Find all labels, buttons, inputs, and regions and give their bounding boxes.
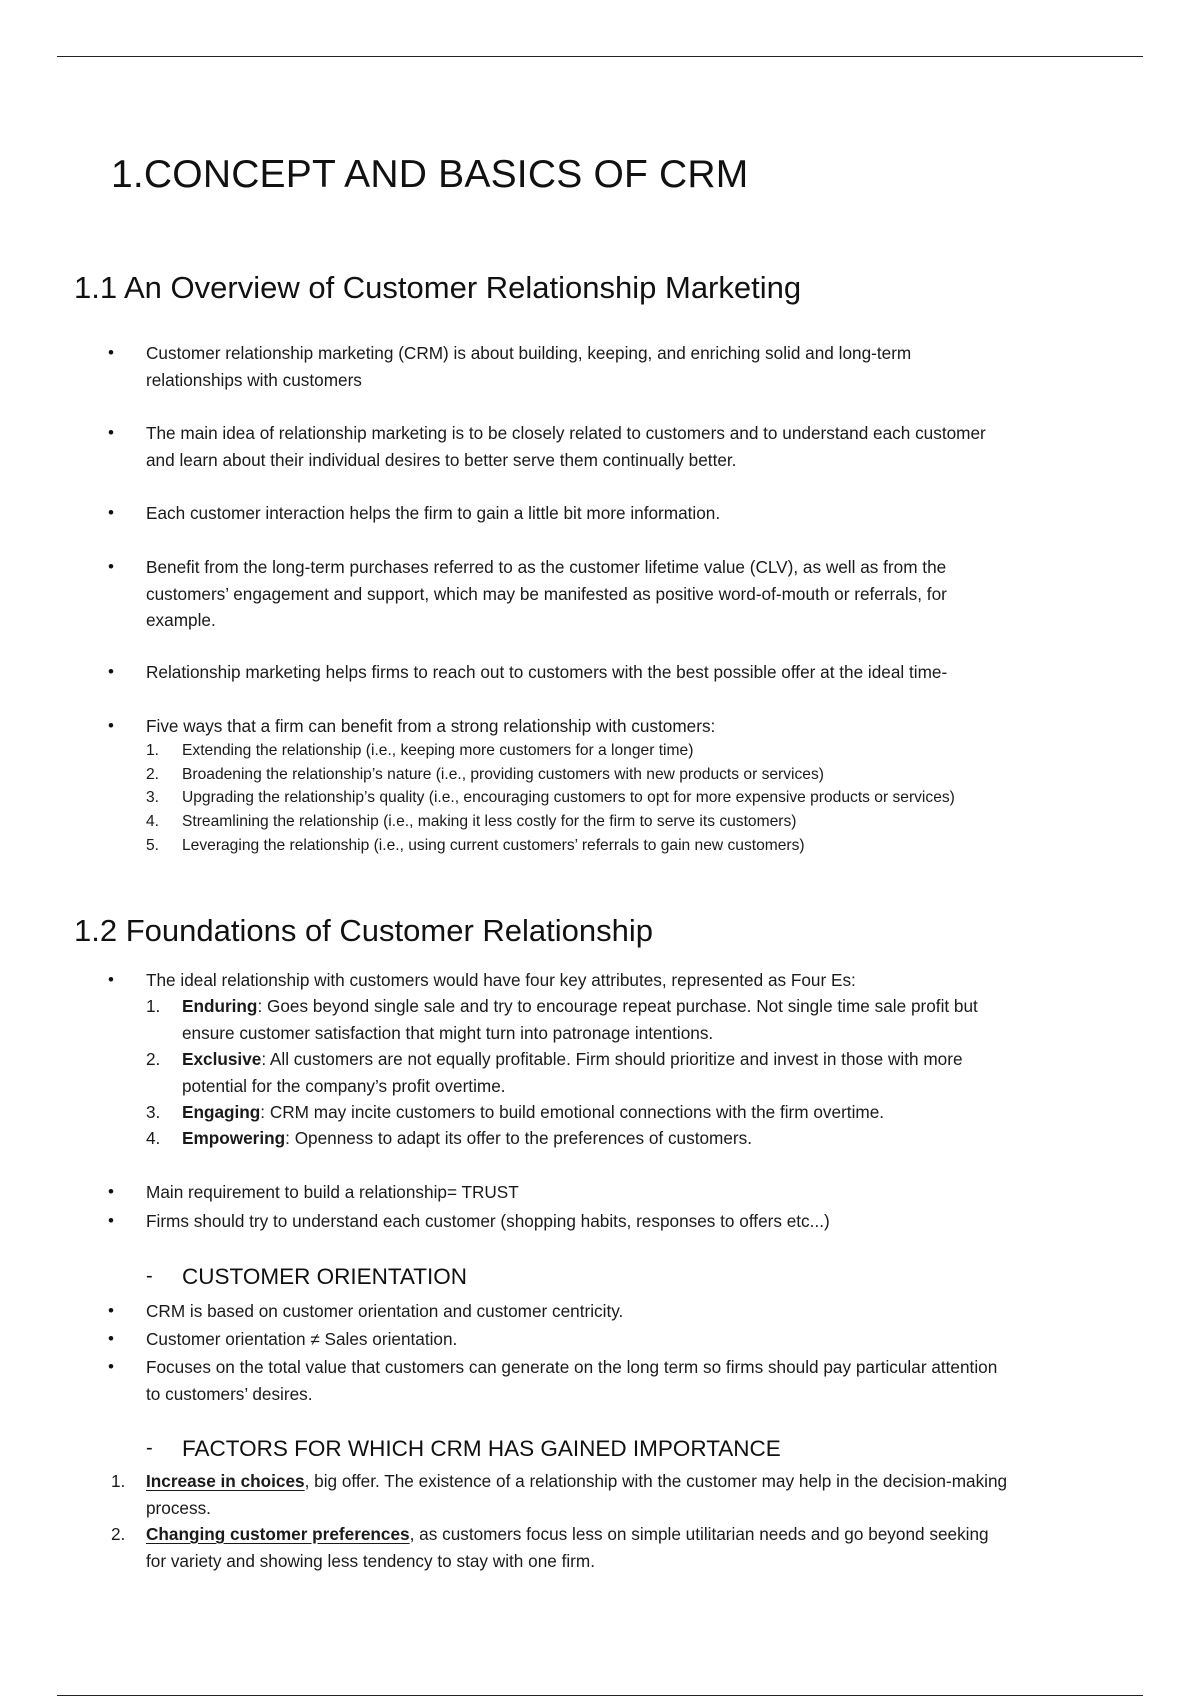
definition-cont: for variety and showing less tendency to stay with one firm.: [146, 1550, 595, 1571]
bullet-line: example.: [146, 610, 216, 630]
definition: : CRM may incite customers to build emotional connections with the firm overtime.: [260, 1102, 885, 1122]
bullet-understand: [146, 1208, 1136, 1235]
list-number: 2.: [111, 1524, 126, 1544]
bullet-line: Relationship marketing helps firms to reach out to customers with the best possible offer at the ideal time-: [146, 662, 948, 682]
bullet-line: The ideal relationship with customers would have four key attributes, represented as Four Es:: [146, 970, 856, 990]
bullet-line: Each customer interaction helps the firm to gain a little bit more information.: [146, 503, 721, 523]
term: Empowering: [182, 1128, 286, 1148]
factors-heading: FACTORS FOR WHICH CRM HAS GAINED IMPORTANCE: [182, 1436, 781, 1461]
list-number: 1.: [111, 1471, 126, 1491]
definition-cont: potential for the company’s profit overtime.: [182, 1075, 506, 1096]
list-number: 4.: [146, 1128, 161, 1148]
list-item: [146, 1521, 1156, 1574]
list-number: 2.: [146, 766, 160, 783]
bullet-four-es: [146, 967, 1136, 994]
bullet-line: The main idea of relationship marketing is to be closely related to customers and to understand each customer: [146, 423, 986, 443]
section-1-heading: 1.1 An Overview of Customer Relationship Marketing: [74, 270, 802, 305]
definition: , big offer. The existence of a relationship with the customer may help in the decision-making: [304, 1471, 1008, 1491]
definition: : All customers are not equally profitable. Firm should prioritize and invest in those with more: [261, 1049, 963, 1069]
section-2-heading: 1.2 Foundations of Customer Relationship: [74, 913, 653, 948]
bullet-line: Main requirement to build a relationship= TRUST: [146, 1182, 519, 1202]
list-item: [182, 1099, 1132, 1126]
list-item: [182, 1046, 1132, 1099]
dash-marker: -: [146, 1437, 153, 1459]
list-item: Leveraging the relationship (i.e., using current customers’ referrals to gain new customers): [182, 837, 805, 854]
customer-orientation-heading: CUSTOMER ORIENTATION: [182, 1264, 468, 1289]
list-number: 3.: [146, 789, 160, 806]
top-rule: [57, 56, 1143, 57]
bullet-line: CRM is based on customer orientation and customer centricity.: [146, 1301, 624, 1321]
definition-cont: ensure customer satisfaction that might turn into patronage intentions.: [182, 1022, 714, 1043]
list-item: [182, 993, 1132, 1046]
bullet-line: and learn about their individual desires to better serve them continually better.: [146, 449, 737, 470]
bullet-line: Benefit from the long-term purchases referred to as the customer lifetime value (CLV), as well as from the: [146, 557, 947, 577]
list-number: 3.: [146, 1102, 161, 1122]
bullet-line: Customer orientation ≠ Sales orientation.: [146, 1329, 458, 1349]
term: Exclusive: [182, 1049, 262, 1069]
definition: , as customers focus less on simple utilitarian needs and go beyond seeking: [409, 1524, 989, 1544]
bullet-orientation-1: [146, 1298, 1136, 1325]
list-item: Broadening the relationship’s nature (i.e., providing customers with new products or services): [182, 766, 824, 783]
list-item: Streamlining the relationship (i.e., making it less costly for the firm to serve its customers): [182, 813, 797, 830]
document-title: 1.CONCEPT AND BASICS OF CRM: [111, 153, 749, 196]
bullet-crm-definition: [146, 340, 1136, 393]
bullet-orientation-2: [146, 1326, 1136, 1353]
definition-cont: process.: [146, 1497, 211, 1518]
dash-marker: -: [146, 1265, 153, 1287]
term: Increase in choices: [146, 1471, 305, 1491]
bullet-line: customers’ engagement and support, which may be manifested as positive word-of-mouth or referrals, for: [146, 583, 947, 604]
bullet-best-offer: [146, 659, 1136, 686]
term: Changing customer preferences: [146, 1524, 410, 1544]
list-number: 4.: [146, 813, 160, 830]
bullet-clv: [146, 554, 1136, 634]
bullet-line: Focuses on the total value that customers can generate on the long term so firms should pay particular attention: [146, 1357, 998, 1377]
list-number: 2.: [146, 1049, 161, 1069]
bottom-rule: [57, 1695, 1143, 1696]
term: Engaging: [182, 1102, 261, 1122]
bullet-line: to customers’ desires.: [146, 1383, 313, 1404]
bullet-main-idea: [146, 420, 1136, 473]
bullet-line: Firms should try to understand each customer (shopping habits, responses to offers etc...): [146, 1211, 830, 1231]
bullet-line: Customer relationship marketing (CRM) is about building, keeping, and enriching solid and long-term: [146, 343, 912, 363]
bullet-line: Five ways that a firm can benefit from a strong relationship with customers:: [146, 716, 716, 736]
bullet-five-ways: [146, 713, 1136, 740]
list-item: Extending the relationship (i.e., keeping more customers for a longer time): [182, 742, 694, 759]
list-item: [182, 1125, 1132, 1152]
bullet-interaction: [146, 500, 1136, 527]
bullet-line: relationships with customers: [146, 369, 362, 390]
list-number: 1.: [146, 742, 160, 759]
list-item: Upgrading the relationship’s quality (i.e., encouraging customers to opt for more expensive products or services): [182, 789, 955, 806]
term: Enduring: [182, 996, 258, 1016]
list-number: 1.: [146, 996, 161, 1016]
definition: : Openness to adapt its offer to the preferences of customers.: [285, 1128, 753, 1148]
bullet-orientation-3: [146, 1354, 1136, 1407]
list-number: 5.: [146, 837, 160, 854]
definition: : Goes beyond single sale and try to encourage repeat purchase. Not single time sale profit but: [257, 996, 978, 1016]
list-item: [146, 1468, 1156, 1521]
bullet-trust: [146, 1179, 1136, 1206]
